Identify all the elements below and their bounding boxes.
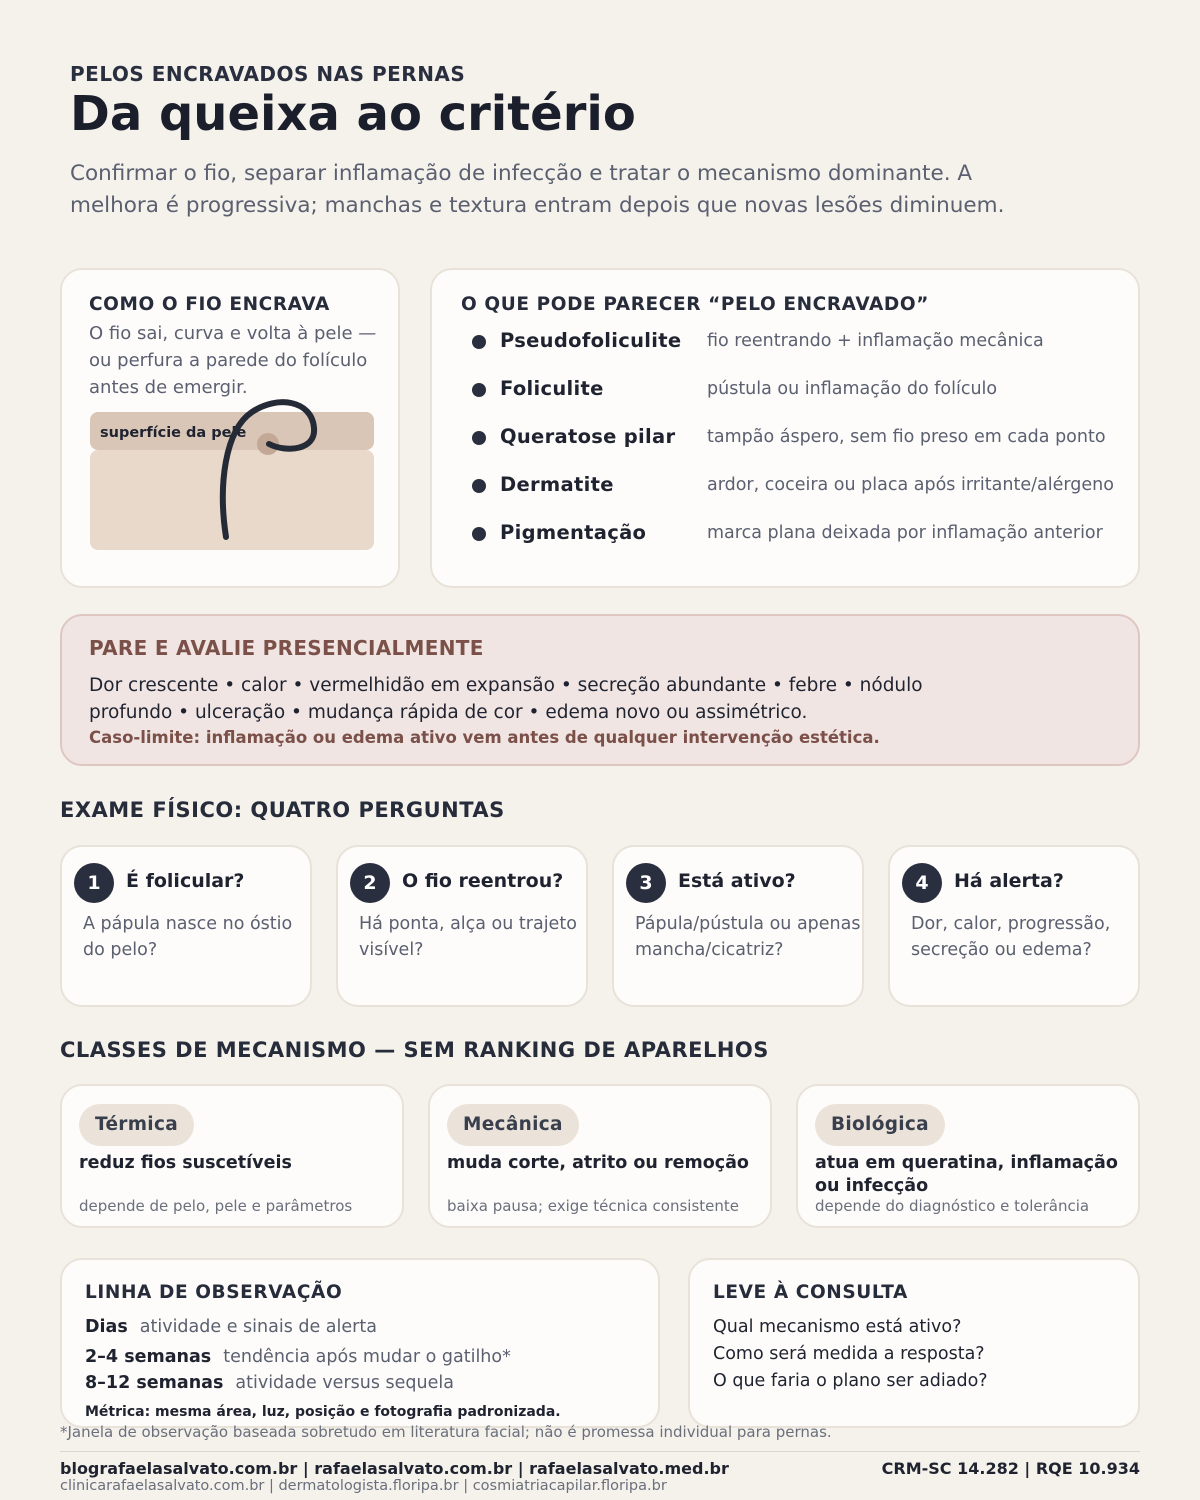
- timeline-text: atividade versus sequela: [235, 1373, 454, 1393]
- ingrown-hair-illustration: [62, 270, 402, 590]
- lookalikes-heading: O QUE PODE PARECER “PELO ENCRAVADO”: [461, 294, 929, 315]
- dermis-layer: [90, 450, 374, 550]
- alert-body: Dor crescente • calor • vermelhidão em expansão • secreção abundante • febre • nódulo profundo • ulceração • mudança rápida de cor • edema novo ou assimétrico.: [89, 675, 923, 723]
- footer-divider: [60, 1451, 1140, 1452]
- lookalikes-card: [430, 268, 1140, 588]
- class-note: baixa pausa; exige técnica consistente: [447, 1197, 739, 1215]
- observation-card: [60, 1258, 660, 1428]
- condition-name: Foliculite: [500, 377, 604, 400]
- question-card: [612, 845, 864, 1007]
- question-text: Dor, calor, progressão, secreção ou edema?: [911, 914, 1111, 960]
- question-card: [60, 845, 312, 1007]
- question-number: 1: [74, 863, 114, 903]
- observation-metric: Métrica: mesma área, luz, posição e fotografia padronizada.: [85, 1404, 561, 1420]
- class-title: atua em queratina, inflamação ou infecção: [815, 1153, 1118, 1196]
- timeline-text: tendência após mudar o gatilho*: [223, 1347, 511, 1367]
- question-title: Está ativo?: [678, 870, 796, 892]
- condition-name: Dermatite: [500, 473, 614, 496]
- question-card: [336, 845, 588, 1007]
- bullet-icon: [472, 479, 486, 493]
- class-card: [796, 1084, 1140, 1228]
- class-tag: Mecânica: [447, 1104, 579, 1146]
- timeline-text: atividade e sinais de alerta: [139, 1317, 377, 1337]
- intro-text: Confirmar o fio, separar inflamação de infecção e tratar o mecanismo dominante. A melhora é progressiva; manchas e textura entram depois que novas lesões diminuem.: [70, 161, 1005, 218]
- observation-heading: LINHA DE OBSERVAÇÃO: [85, 1282, 343, 1303]
- condition-note: ardor, coceira ou placa após irritante/alérgeno: [707, 475, 1114, 495]
- condition-name: Pseudofoliculite: [500, 329, 682, 352]
- class-tag: Biológica: [815, 1104, 945, 1146]
- timeline-row: [85, 1373, 454, 1393]
- class-card: [60, 1084, 404, 1228]
- timeline-period: 2–4 semanas: [85, 1347, 212, 1367]
- consult-question: Qual mecanismo está ativo?: [713, 1317, 962, 1337]
- question-text: Pápula/pústula ou apenas mancha/cicatriz?: [635, 914, 861, 960]
- mechanism-heading: COMO O FIO ENCRAVA: [89, 294, 330, 315]
- condition-row: [432, 327, 1132, 357]
- class-card: [428, 1084, 772, 1228]
- consult-question: Como será medida a resposta?: [713, 1344, 985, 1364]
- question-text: Há ponta, alça ou trajeto visível?: [359, 914, 577, 960]
- alert-caveat: Caso-limite: inflamação ou edema ativo vem antes de qualquer intervenção estética.: [89, 728, 880, 747]
- question-title: O fio reentrou?: [402, 870, 564, 892]
- timeline-row: [85, 1347, 511, 1367]
- alert-box: [60, 614, 1140, 766]
- exam-heading: EXAME FÍSICO: QUATRO PERGUNTAS: [60, 798, 505, 822]
- footer-credentials: CRM-SC 14.282 | RQE 10.934: [881, 1459, 1140, 1478]
- question-text: A pápula nasce no óstio do pelo?: [83, 914, 293, 960]
- footnote: *Janela de observação baseada sobretudo em literatura facial; não é promessa individual para pernas.: [60, 1423, 832, 1441]
- condition-row: [432, 423, 1132, 453]
- question-title: Há alerta?: [954, 870, 1064, 892]
- bullet-icon: [472, 527, 486, 541]
- class-title: reduz fios suscetíveis: [79, 1153, 292, 1173]
- question-number: 3: [626, 863, 666, 903]
- page-title: Da queixa ao critério: [70, 86, 636, 142]
- class-note: depende de pelo, pele e parâmetros: [79, 1197, 353, 1215]
- question-number: 4: [902, 863, 942, 903]
- consult-question: O que faria o plano ser adiado?: [713, 1371, 988, 1391]
- alert-heading: PARE E AVALIE PRESENCIALMENTE: [89, 636, 484, 660]
- timeline-period: Dias: [85, 1317, 128, 1337]
- class-tag: Térmica: [79, 1104, 194, 1146]
- footer-sites-secondary: clinicarafaelasalvato.com.br | dermatologista.floripa.br | cosmiatriacapilar.floripa.br: [60, 1478, 667, 1494]
- condition-note: tampão áspero, sem fio preso em cada ponto: [707, 427, 1106, 447]
- condition-row: [432, 519, 1132, 549]
- classes-heading: CLASSES DE MECANISMO — SEM RANKING DE APARELHOS: [60, 1038, 769, 1062]
- condition-row: [432, 375, 1132, 405]
- question-card: [888, 845, 1140, 1007]
- bullet-icon: [472, 335, 486, 349]
- skin-label: superfície da pele: [100, 425, 247, 441]
- condition-note: fio reentrando + inflamação mecânica: [707, 331, 1044, 351]
- question-title: É folicular?: [126, 870, 245, 892]
- mechanism-card: [60, 268, 400, 588]
- footer-sites: blografaelasalvato.com.br | rafaelasalvato.com.br | rafaelasalvato.med.br: [60, 1459, 729, 1478]
- class-title: muda corte, atrito ou remoção: [447, 1153, 749, 1173]
- condition-name: Pigmentação: [500, 521, 647, 544]
- mechanism-text: O fio sai, curva e volta à pele — ou perfura a parede do folículo antes de emergir.: [89, 323, 377, 398]
- bullet-icon: [472, 383, 486, 397]
- eyebrow: PELOS ENCRAVADOS NAS PERNAS: [70, 62, 466, 86]
- consult-card: [688, 1258, 1140, 1428]
- class-note: depende do diagnóstico e tolerância: [815, 1197, 1090, 1215]
- question-number: 2: [350, 863, 390, 903]
- timeline-row: [85, 1317, 377, 1337]
- condition-name: Queratose pilar: [500, 425, 676, 448]
- bullet-icon: [472, 431, 486, 445]
- consult-heading: LEVE À CONSULTA: [713, 1282, 908, 1303]
- condition-note: marca plana deixada por inflamação anterior: [707, 523, 1103, 543]
- timeline-period: 8–12 semanas: [85, 1373, 224, 1393]
- condition-row: [432, 471, 1132, 501]
- condition-note: pústula ou inflamação do folículo: [707, 379, 998, 399]
